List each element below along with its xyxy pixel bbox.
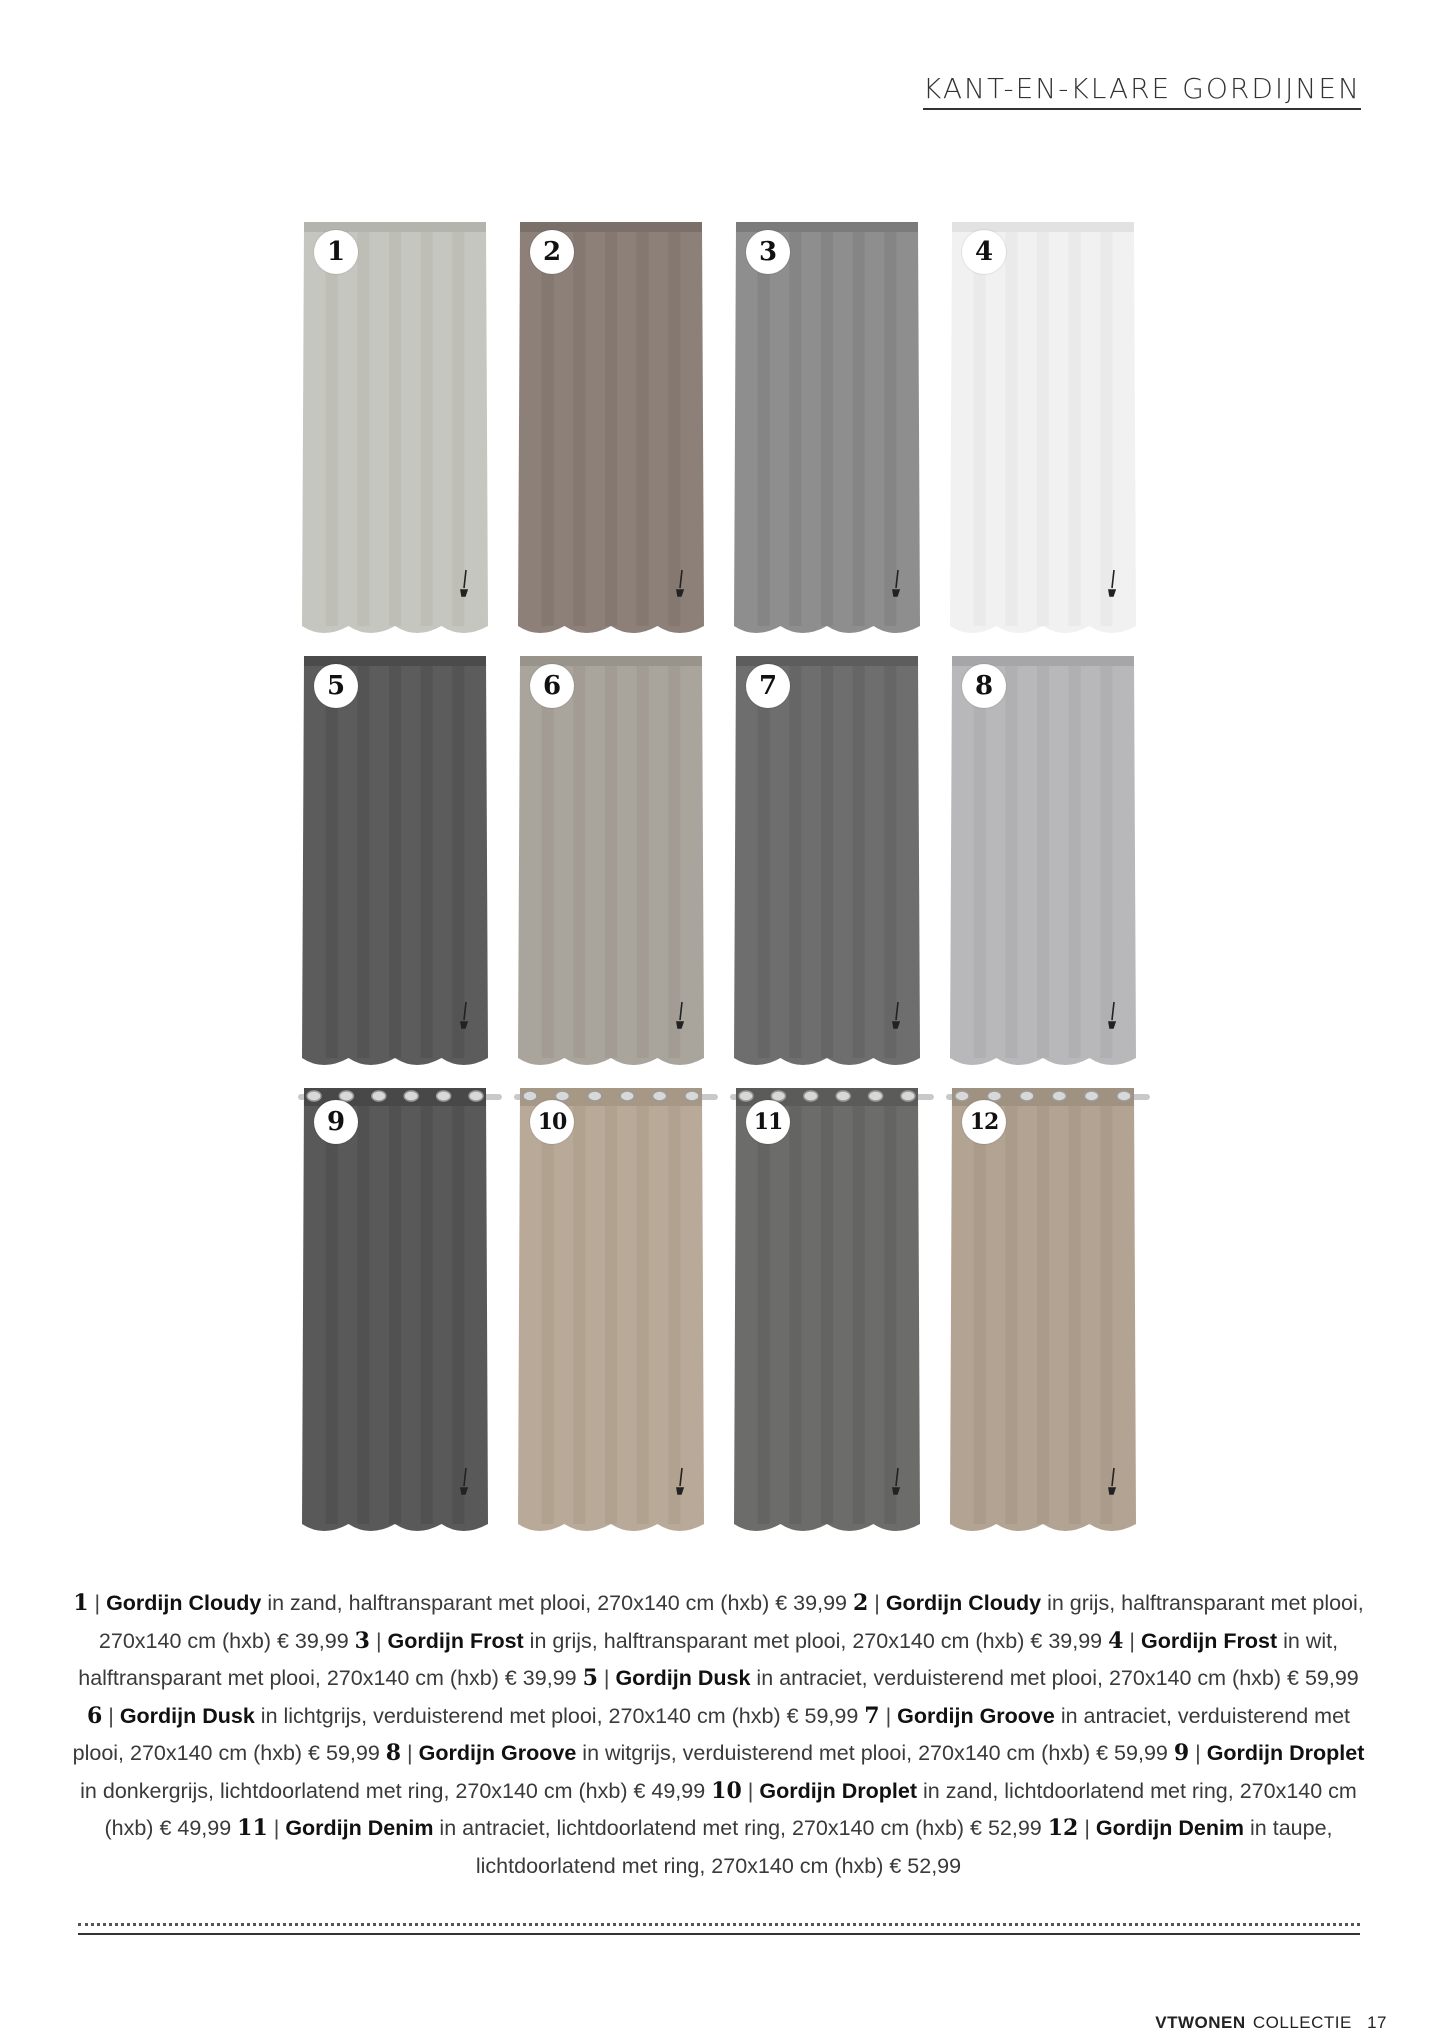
curtain-fold [605, 1092, 617, 1524]
curtain-drawing [516, 218, 706, 638]
caption-description: in grijs, halftransparant met plooi, 270x140 cm (hxb) € 39,99 [523, 1628, 1109, 1653]
caption-number: 11 [237, 1815, 268, 1841]
curtain-fold [389, 226, 401, 626]
caption-product-name: Gordijn Droplet [1206, 1741, 1365, 1765]
curtain-fold [605, 660, 617, 1058]
footer [1155, 2013, 1387, 2033]
curtain-fold [326, 1092, 338, 1524]
curtain-fold [357, 660, 369, 1058]
curtain-fold [542, 1092, 554, 1524]
curtain-6 [516, 652, 706, 1070]
curtain-fold [1069, 1092, 1081, 1524]
caption-description: in zand, halftransparant met plooi, 270x140 cm (hxb) € 39,99 [261, 1591, 853, 1615]
curtain-fold [421, 1092, 433, 1524]
curtain-fold [452, 1092, 464, 1524]
curtain-drawing [948, 218, 1138, 638]
caption-product-name: Gordijn Groove [418, 1741, 577, 1765]
curtain-fold [853, 1092, 865, 1524]
curtain-fold [573, 660, 585, 1058]
caption-separator: | [879, 1703, 898, 1728]
curtain-fold [668, 1092, 680, 1524]
curtain-fold [326, 226, 338, 626]
curtain-fold [758, 1092, 770, 1524]
caption-description: in donkergrijs, lichtdoorlatend met ring, 270x140 cm (hxb) € 49,99 [80, 1778, 712, 1803]
curtain-number-badge: 12 [962, 1100, 1006, 1144]
curtain-ring [1020, 1091, 1034, 1101]
curtain-10 [516, 1084, 706, 1536]
product-caption [70, 1585, 1367, 1885]
curtain-fold [1100, 1092, 1112, 1524]
curtain-ring [588, 1091, 602, 1101]
curtain-fold [1069, 660, 1081, 1058]
caption-separator: | [597, 1666, 616, 1690]
caption-separator: | [1123, 1628, 1141, 1653]
curtain-1 [300, 218, 490, 638]
curtain-fold [452, 660, 464, 1058]
curtain-fold [789, 660, 801, 1058]
curtain-5 [300, 652, 490, 1070]
caption-separator: | [868, 1591, 886, 1615]
curtain-ring [771, 1091, 785, 1101]
curtain-ring [804, 1091, 818, 1101]
curtain-fold [853, 660, 865, 1058]
curtain-fold [637, 660, 649, 1058]
curtain-number-badge: 6 [530, 664, 574, 708]
caption-separator: | [102, 1703, 120, 1728]
curtain-9 [300, 1084, 490, 1536]
curtain-fold [1069, 226, 1081, 626]
curtain-drawing [948, 1084, 1138, 1536]
caption-description: in taupe, lichtdoorlatend met ring, 270x140 cm (hxb) € 52,99 [475, 1816, 1333, 1878]
curtain-number-badge: 7 [746, 664, 790, 708]
curtain-drawing [948, 652, 1138, 1070]
caption-product-name: Gordijn Denim [285, 1816, 434, 1840]
caption-description: in witgrijs, verduisterend met plooi, 270x140 cm (hxb) € 59,99 [576, 1741, 1174, 1765]
curtain-number-badge: 9 [314, 1100, 358, 1144]
curtain-ring [372, 1091, 386, 1101]
curtain-ring [437, 1091, 451, 1101]
curtain-ring [404, 1091, 418, 1101]
curtain-11 [732, 1084, 922, 1536]
curtain-fold [1037, 1092, 1049, 1524]
curtain-ring [653, 1091, 667, 1101]
caption-product-name: Gordijn Denim [1095, 1816, 1245, 1840]
caption-number: 10 [711, 1777, 742, 1804]
curtain-7 [732, 652, 922, 1070]
caption-separator: | [1078, 1816, 1096, 1840]
curtain-fold [821, 226, 833, 626]
curtain-fold [1005, 226, 1017, 626]
caption-number: 1 [73, 1590, 89, 1616]
curtain-ring [1052, 1091, 1066, 1101]
curtain-fold [974, 1092, 986, 1524]
curtain-drawing [732, 652, 922, 1070]
curtain-fold [1037, 226, 1049, 626]
caption-description: in wit, halftransparant met plooi, 270x140 cm (hxb) € 39,99 [78, 1628, 1339, 1690]
caption-separator: | [88, 1591, 107, 1615]
curtain-drawing [732, 218, 922, 638]
curtain-fold [573, 226, 585, 626]
curtain-fold [1005, 660, 1017, 1058]
footer-brand: VTWONEN [1155, 2013, 1246, 2032]
curtain-fold [821, 1092, 833, 1524]
curtain-fold [884, 1092, 896, 1524]
caption-number: 6 [86, 1702, 103, 1729]
dotted-divider [78, 1923, 1360, 1926]
curtain-12 [948, 1084, 1138, 1536]
curtain-fold [357, 226, 369, 626]
caption-description: in antraciet, lichtdoorlatend met ring, 270x140 cm (hxb) € 52,99 [433, 1816, 1048, 1840]
curtain-number-badge: 10 [530, 1100, 574, 1144]
curtain-fold [452, 226, 464, 626]
caption-number: 12 [1047, 1815, 1079, 1841]
curtain-ring [869, 1091, 883, 1101]
curtain-ring [469, 1091, 483, 1101]
caption-product-name: Gordijn Frost [1140, 1628, 1278, 1653]
caption-number: 4 [1108, 1627, 1124, 1654]
caption-product-name: Gordijn Dusk [119, 1703, 255, 1728]
curtain-fold [637, 226, 649, 626]
caption-product-name: Gordijn Groove [897, 1703, 1055, 1728]
curtain-number-badge: 8 [962, 664, 1006, 708]
curtain-8 [948, 652, 1138, 1070]
curtain-number-badge: 11 [746, 1100, 790, 1144]
curtain-ring [685, 1091, 699, 1101]
caption-description: in lichtgrijs, verduisterend met plooi, 270x140 cm (hxb) € 59,99 [254, 1703, 865, 1728]
curtain-drawing [300, 218, 490, 638]
curtain-number-badge: 3 [746, 230, 790, 274]
caption-number: 9 [1173, 1740, 1190, 1766]
curtain-fold [789, 226, 801, 626]
curtain-fold [974, 660, 986, 1058]
caption-description: in antraciet, verduisterend met plooi, 270x140 cm (hxb) € 59,99 [72, 1703, 1351, 1765]
curtain-fold [605, 226, 617, 626]
page-number: 17 [1367, 2013, 1387, 2032]
curtain-number-badge: 2 [530, 230, 574, 274]
page-title: KANT-EN-KLARE GORDIJNEN [923, 72, 1361, 110]
caption-number: 7 [864, 1702, 880, 1729]
curtain-fold [853, 226, 865, 626]
curtain-ring [555, 1091, 569, 1101]
footer-rule [78, 1933, 1360, 1935]
curtain-fold [389, 1092, 401, 1524]
curtain-ring [620, 1091, 634, 1101]
curtain-ring [523, 1091, 537, 1101]
caption-product-name: Gordijn Cloudy [885, 1591, 1042, 1615]
curtain-drawing [300, 1084, 490, 1536]
curtain-fold [789, 1092, 801, 1524]
curtain-fold [389, 660, 401, 1058]
curtain-fold [884, 226, 896, 626]
caption-description: in grijs, halftransparant met plooi, 270x140 cm (hxb) € 39,99 [98, 1591, 1364, 1653]
curtain-drawing [516, 652, 706, 1070]
caption-number: 2 [852, 1590, 869, 1616]
curtain-ring [739, 1091, 753, 1101]
curtain-fold [573, 1092, 585, 1524]
curtain-ring [901, 1091, 915, 1101]
curtain-ring [1117, 1091, 1131, 1101]
footer-collection: COLLECTIE [1252, 2013, 1352, 2032]
curtain-drawing [300, 652, 490, 1070]
caption-separator: | [741, 1778, 760, 1803]
caption-product-name: Gordijn Cloudy [106, 1591, 262, 1615]
curtain-fold [421, 660, 433, 1058]
caption-description: in zand, lichtdoorlatend met ring, 270x140 cm (hxb) € 49,99 [104, 1778, 1357, 1840]
caption-separator: | [401, 1741, 419, 1765]
curtain-fold [821, 660, 833, 1058]
curtain-fold [1037, 660, 1049, 1058]
caption-separator: | [267, 1816, 286, 1840]
curtain-fold [542, 226, 554, 626]
curtain-fold [758, 226, 770, 626]
curtain-ring [339, 1091, 353, 1101]
curtain-number-badge: 5 [314, 664, 358, 708]
curtain-fold [421, 226, 433, 626]
caption-description: in antraciet, verduisterend met plooi, 270x140 cm (hxb) € 59,99 [750, 1666, 1359, 1690]
caption-number: 5 [582, 1665, 598, 1691]
curtain-drawing [516, 1084, 706, 1536]
curtain-fold [637, 1092, 649, 1524]
curtain-4 [948, 218, 1138, 638]
curtain-ring [307, 1091, 321, 1101]
caption-separator: | [369, 1628, 388, 1653]
curtain-fold [542, 660, 554, 1058]
caption-number: 3 [354, 1627, 370, 1654]
curtain-fold [668, 226, 680, 626]
caption-number: 8 [385, 1740, 402, 1766]
curtain-fold [1100, 660, 1112, 1058]
curtain-fold [1100, 226, 1112, 626]
curtain-number-badge: 4 [962, 230, 1006, 274]
curtain-3 [732, 218, 922, 638]
curtain-ring [987, 1091, 1001, 1101]
caption-product-name: Gordijn Frost [387, 1628, 524, 1653]
caption-product-name: Gordijn Droplet [759, 1778, 918, 1803]
curtain-ring [836, 1091, 850, 1101]
curtain-ring [1085, 1091, 1099, 1101]
caption-product-name: Gordijn Dusk [615, 1666, 751, 1690]
curtain-drawing [732, 1084, 922, 1536]
curtain-fold [357, 1092, 369, 1524]
curtain-fold [884, 660, 896, 1058]
curtain-fold [758, 660, 770, 1058]
caption-separator: | [1189, 1741, 1207, 1765]
curtain-fold [668, 660, 680, 1058]
curtain-fold [326, 660, 338, 1058]
curtain-fold [974, 226, 986, 626]
curtain-ring [955, 1091, 969, 1101]
curtain-number-badge: 1 [314, 230, 358, 274]
curtain-fold [1005, 1092, 1017, 1524]
curtain-2 [516, 218, 706, 638]
